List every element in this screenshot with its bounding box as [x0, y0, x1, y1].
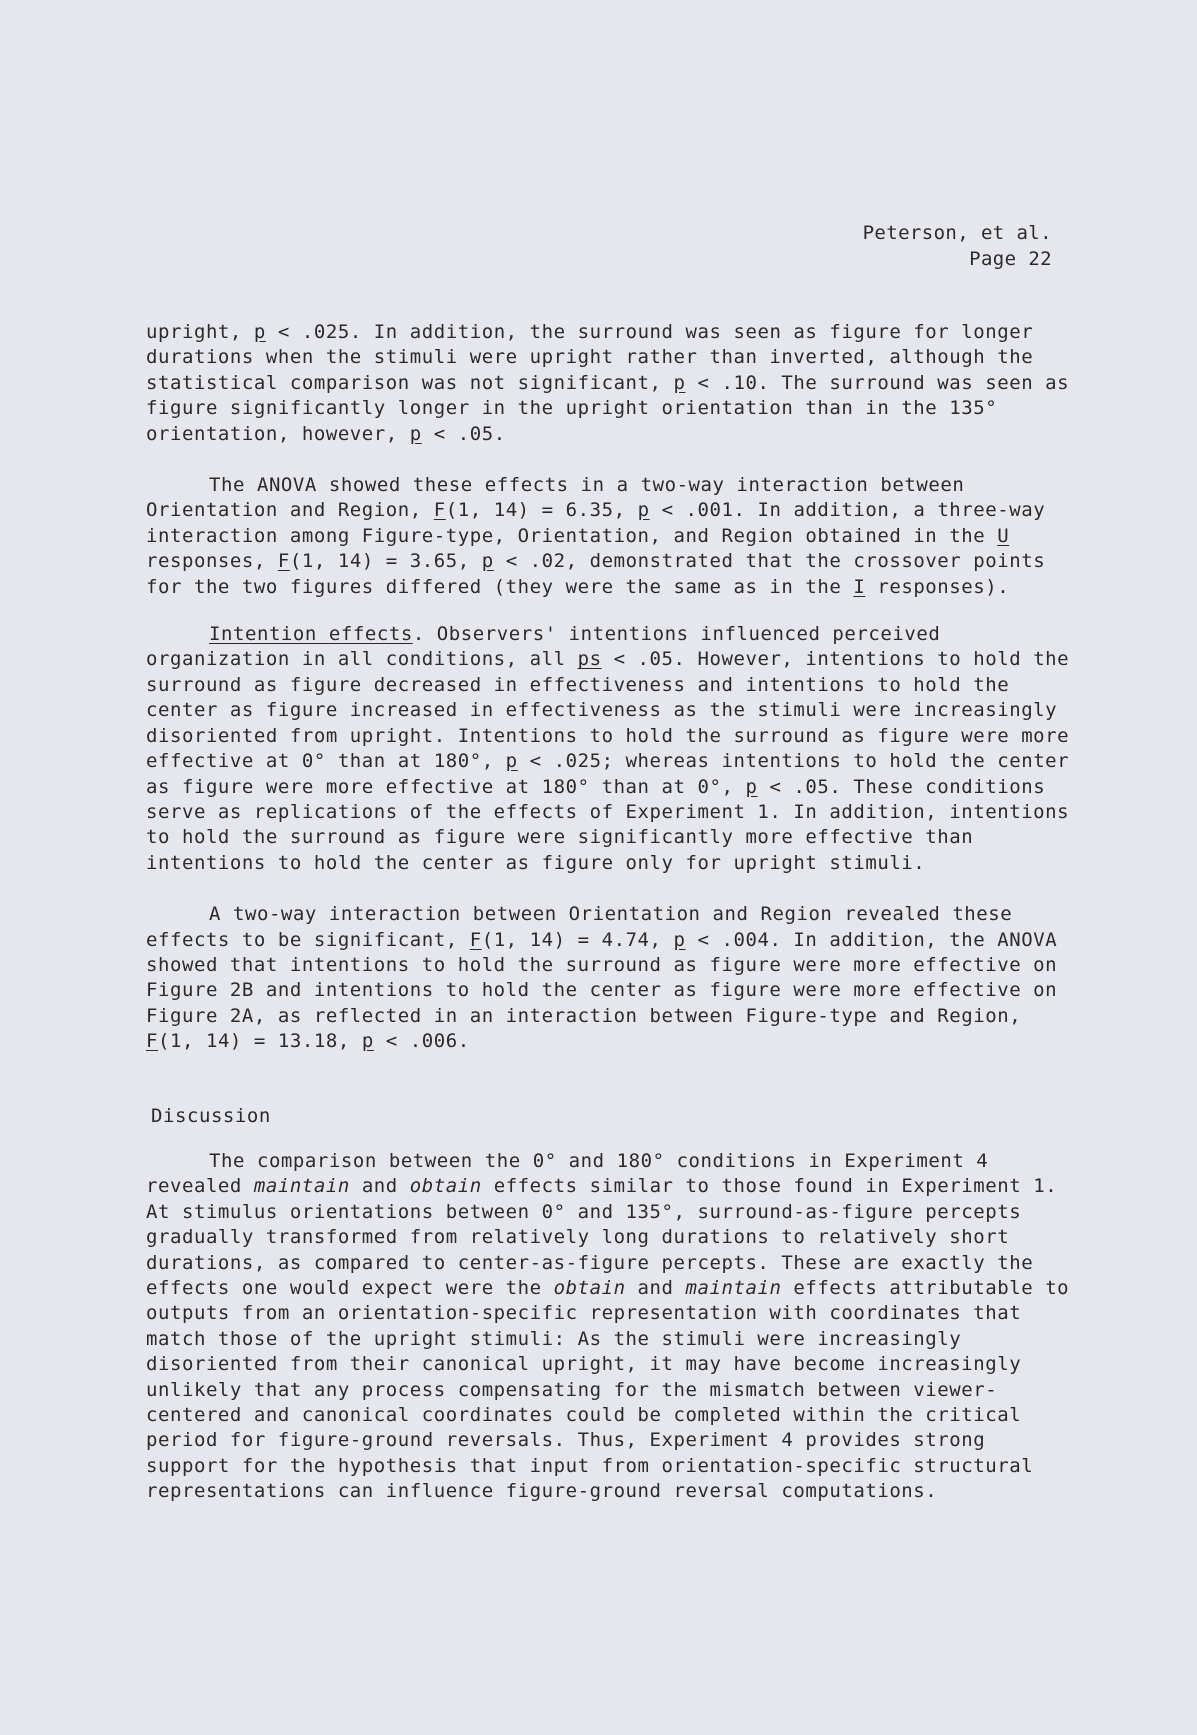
text-run: < .02, demonstrated that the crossover points for the two figures differed (they were the same as in the: [146, 550, 1046, 598]
text-run: < .004. In addition, the ANOVA showed that intentions to hold the surround as figure were more effective on Figure 2B and intentions to hold the center as figure were more effective on Figure 2A, as reflected in an interaction between Figure-type and Region,: [146, 928, 1058, 1027]
text-run: (1, 14) = 4.74,: [481, 928, 674, 951]
stat-symbol: U: [997, 524, 1010, 547]
stat-symbol: p: [409, 422, 422, 445]
text-run: < .006.: [373, 1030, 470, 1053]
paragraph-interaction: [146, 902, 1076, 1054]
text-run: responses,: [146, 550, 278, 573]
stat-symbol: p: [505, 750, 518, 773]
text-run: (1, 14) = 13.18,: [158, 1030, 362, 1053]
text-run: effects similar to those found in Experiment 1. At stimulus orientations between 0° and 135°, surround-as-figure percepts gradually transformed from relatively long durations to relatively short durations, as compared to center-as-figure percepts. These are exactly the effects one would expect were the: [146, 1175, 1058, 1299]
text-run: (1, 14) = 6.35,: [445, 499, 638, 522]
text-run: < .05. These conditions serve as replications of the effects of Experiment 1. In addition, intentions to hold the surround as figure were significantly more effective than intentions to hold the center as figure only for upright stimuli.: [146, 775, 1070, 874]
stat-symbol: F: [469, 928, 482, 951]
text-run: effects attributable to outputs from an orientation-specific representation with coordinates that match those of the upright stimuli: As the stimuli were increasingly disoriented from their canonical upright, it may have become increasingly unlikely that any process compensating for the mismatch between viewer-centered and canonical coordinates could be completed within the critical period for figure-ground reversals. Thus, Experiment 4 provides strong support for the hypothesis that input from orientation-specific structural representations can influence figure-ground reversal computations.: [146, 1277, 1070, 1503]
italic-term: maintain: [685, 1277, 782, 1299]
text-run: . Observers' intentions influenced perceived organization in all conditions, all: [146, 623, 941, 671]
italic-term: obtain: [553, 1277, 626, 1299]
text-run: and: [625, 1277, 686, 1299]
stat-symbol: p: [637, 499, 650, 522]
stat-symbol: p: [745, 775, 758, 798]
paragraph-discussion: [146, 1149, 1076, 1505]
stat-symbol: p: [253, 321, 266, 343]
section-heading-discussion: Discussion: [151, 1104, 271, 1127]
stat-symbol: F: [146, 1030, 158, 1053]
text-run: < .05. However, intentions to hold the surround as figure decreased in effectiveness and intentions to hold the center as figure increased in effectiveness as the stimuli were increasingly disoriented from upright. Intentions to hold the surround as figure were more effective at 0° than at 180°,: [146, 648, 1070, 773]
text-run: and: [349, 1175, 410, 1198]
run-in-heading: Intention effects: [209, 623, 413, 646]
text-run: (1, 14) = 3.65,: [289, 550, 482, 573]
text-run: < .025. In addition, the surround was seen as figure for longer durations when the stimuli were upright rather than inverted, although the statistical comparison was not significant,: [146, 321, 1034, 394]
paragraph-anova: [146, 473, 1076, 600]
page-body: [146, 320, 1076, 1505]
stat-symbol: I: [853, 575, 866, 598]
text-run: < .001. In addition, a three-way interaction among Figure-type, Orientation, and Region obtained in the: [146, 499, 1046, 547]
italic-term: obtain: [409, 1175, 482, 1198]
paragraph-continued: [146, 320, 1076, 447]
text-run: A two-way interaction between Orientation and Region revealed these effects to be significant,: [146, 903, 1013, 951]
text-run: upright,: [146, 321, 254, 343]
page-number: Page 22: [969, 248, 1052, 270]
text-run: < .025; whereas intentions to hold the center as figure were more effective at 180° than at 0°,: [146, 750, 1070, 798]
stat-symbol: p: [673, 928, 686, 951]
text-run: The ANOVA showed these effects in a two-way interaction between Orientation and Region,: [146, 474, 965, 522]
stat-symbol: p: [673, 371, 686, 394]
running-header: [863, 220, 1052, 272]
italic-term: maintain: [253, 1175, 350, 1198]
stat-symbol: ps: [577, 648, 602, 671]
stat-symbol: F: [277, 550, 290, 573]
stat-symbol: p: [481, 550, 494, 573]
stat-symbol: p: [361, 1030, 374, 1053]
header-authors: Peterson, et al.: [862, 222, 1052, 244]
stat-symbol: F: [433, 499, 446, 522]
paragraph-intention-effects: [146, 622, 1076, 876]
text-run: responses).: [865, 575, 1010, 598]
text-run: The comparison between the 0° and 180° conditions in Experiment 4 revealed: [146, 1149, 989, 1198]
text-run: < .05.: [421, 422, 506, 445]
text-run: < .10. The surround was seen as figure significantly longer in the upright orientation than in the 135° orientation, however,: [146, 371, 1070, 445]
